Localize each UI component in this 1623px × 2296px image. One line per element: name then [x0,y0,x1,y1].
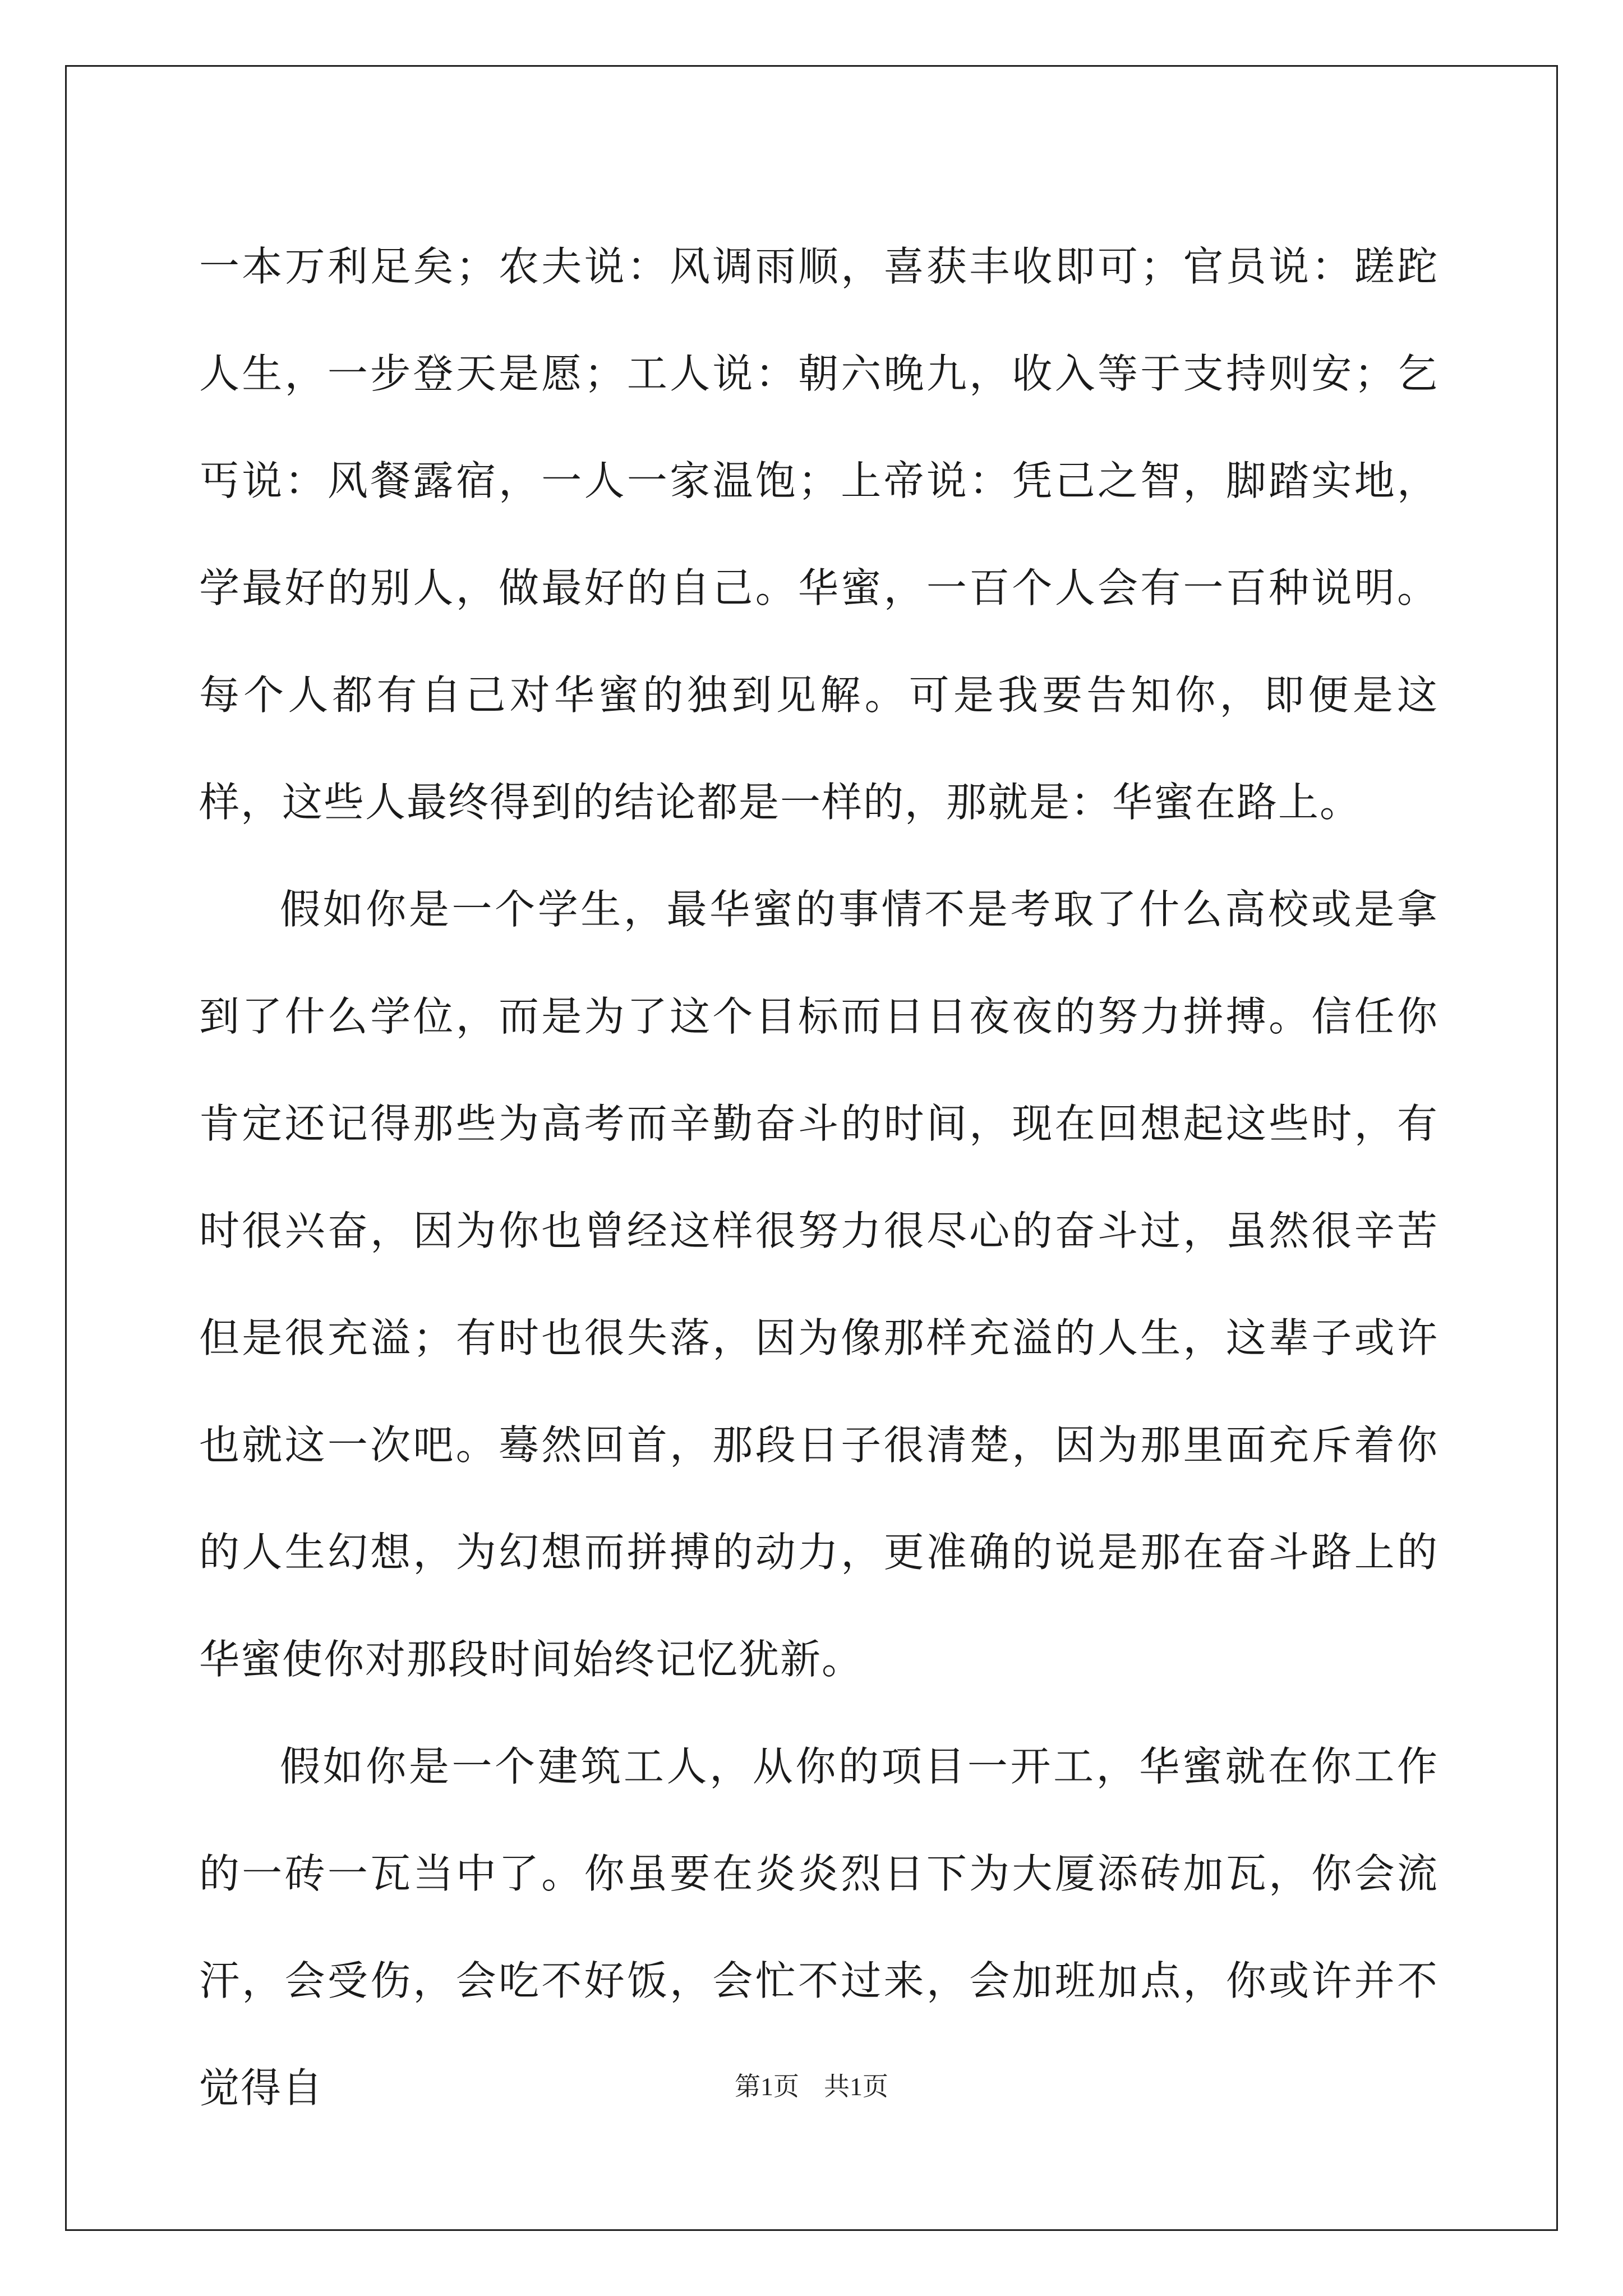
page-number-total: 共1页 [824,2072,888,2101]
paragraph-2: 假如你是一个学生，最华蜜的事情不是考取了什么高校或是拿到了什么学位，而是为了这个目标而日日夜夜的努力拼搏。信任你肯定还记得那些为高考而辛勤奋斗的时间，现在回想起这些时，有时很兴奋，因为你也曾经这样很努力很尽心的奋斗过，虽然很辛苦但是很充溢；有时也很失落，因为像那样充溢的人生，这辈子或许也就这一次吧。蓦然回首，那段日子很清楚，因为那里面充斥着你的人生幻想，为幻想而拼搏的动力，更准确的说是那在奋斗路上的华蜜使你对那段时间始终记忆犹新。 [199,886,1438,1683]
page-number-current: 第1页 [735,2072,799,2101]
page-footer [0,2070,1623,2104]
document-body [199,213,1438,2142]
paragraph-3: 假如你是一个建筑工人，从你的项目一开工，华蜜就在你工作的一砖一瓦当中了。你虽要在炎炎烈日下为大厦添砖加瓦，你会流汗，会受伤，会吃不好饭，会忙不过来，会加班加点，你或许并不觉得自 [199,1743,1438,2111]
paragraph-1: 一本万利足矣；农夫说：风调雨顺，喜获丰收即可；官员说：蹉跎人生，一步登天是愿；工人说：朝六晚九，收入等于支持则安；乞丐说：风餐露宿，一人一家温饱；上帝说：凭己之智，脚踏实地，学最好的别人，做最好的自己。华蜜，一百个人会有一百种说明。每个人都有自己对华蜜的独到见解。可是我要告知你，即便是这样，这些人最终得到的结论都是一样的，那就是：华蜜在路上。 [199,243,1438,826]
